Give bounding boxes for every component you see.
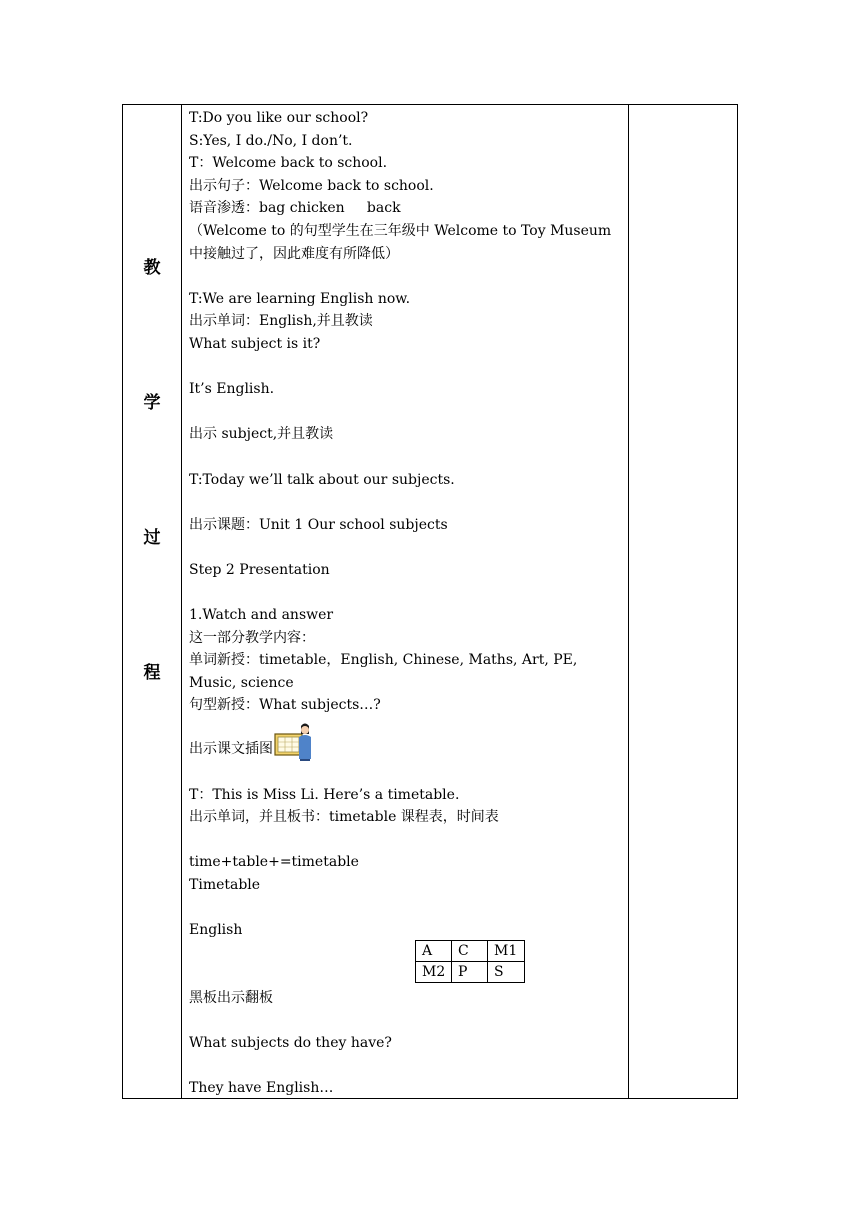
content-line [189,265,627,288]
lesson-table [122,104,738,1099]
content-line: 这一部分教学内容： [189,629,315,646]
content-line: They have English… [189,1080,334,1097]
content-line: What subject is it? [189,335,321,352]
content-line: T：Welcome back to school. [189,155,388,172]
content-line: T:Today we’ll talk about our subjects. [189,471,455,488]
content-line: 出示单词：English,并且教读 [189,313,373,330]
content-line [189,581,627,604]
table-cell: A [416,941,452,962]
content-line: T:Do you like our school? [189,110,369,126]
content-line [189,942,627,987]
content-line: 1.Watch and answer [189,607,334,624]
content-line [189,536,627,559]
illustration-line [189,717,627,761]
content-line: 出示句子：Welcome back to school. [189,177,434,194]
content-line: English [189,922,243,939]
content-line: S:Yes, I do./No, I don’t. [189,132,353,149]
column-divider [181,105,182,1098]
table-cell: P [452,962,488,983]
content-line [189,829,627,852]
content-line [189,1009,627,1032]
content-line: 出示单词，并且板书：timetable 课程表，时间表 [189,809,499,826]
content-line: Timetable [189,877,261,893]
side-label-char: 学 [143,393,161,413]
content-line: It’s English. [189,381,275,398]
content-line [189,446,627,469]
side-label-char: 教 [143,258,161,278]
content-line: 单词新授：timetable，English, Chinese, Maths, Art, PE, Music, science [189,652,578,691]
content-line: Step 2 Presentation [189,561,330,578]
content-line: 语音渗透：bag chicken back [189,200,401,217]
lesson-content [189,107,627,1100]
table-row [416,962,525,983]
content-line [189,401,627,424]
table-cell: C [452,941,488,962]
content-line: 出示 subject,并且教读 [189,426,334,443]
content-line: 出示课文插图 [189,741,273,758]
content-line [189,1055,627,1078]
content-line: T：This is Miss Li. Here’s a timetable. [189,786,460,803]
content-line [189,491,627,514]
content-line: time+table+=timetable [189,854,359,871]
flashcard-table [415,940,525,983]
side-label-char: 程 [143,663,161,683]
content-line: T:We are learning English now. [189,290,411,307]
table-cell: S [488,962,525,983]
content-line: 句型新授：What subjects…? [189,697,381,714]
table-row [416,941,525,962]
content-line [189,897,627,920]
table-cell: M2 [416,962,452,983]
side-label-char: 过 [143,528,161,548]
table-cell: M1 [488,941,525,962]
content-line: （Welcome to 的句型学生在三年级中 Welcome to Toy Museum 中接触过了，因此难度有所降低） [189,222,612,262]
column-divider [628,105,629,1098]
content-line [189,761,627,784]
teacher-with-timetable-icon [274,721,312,761]
content-line: What subjects do they have? [189,1034,392,1051]
content-line: 黑板出示翻板 [189,989,273,1006]
content-line: 出示课题：Unit 1 Our school subjects [189,516,448,533]
content-line [189,356,627,379]
